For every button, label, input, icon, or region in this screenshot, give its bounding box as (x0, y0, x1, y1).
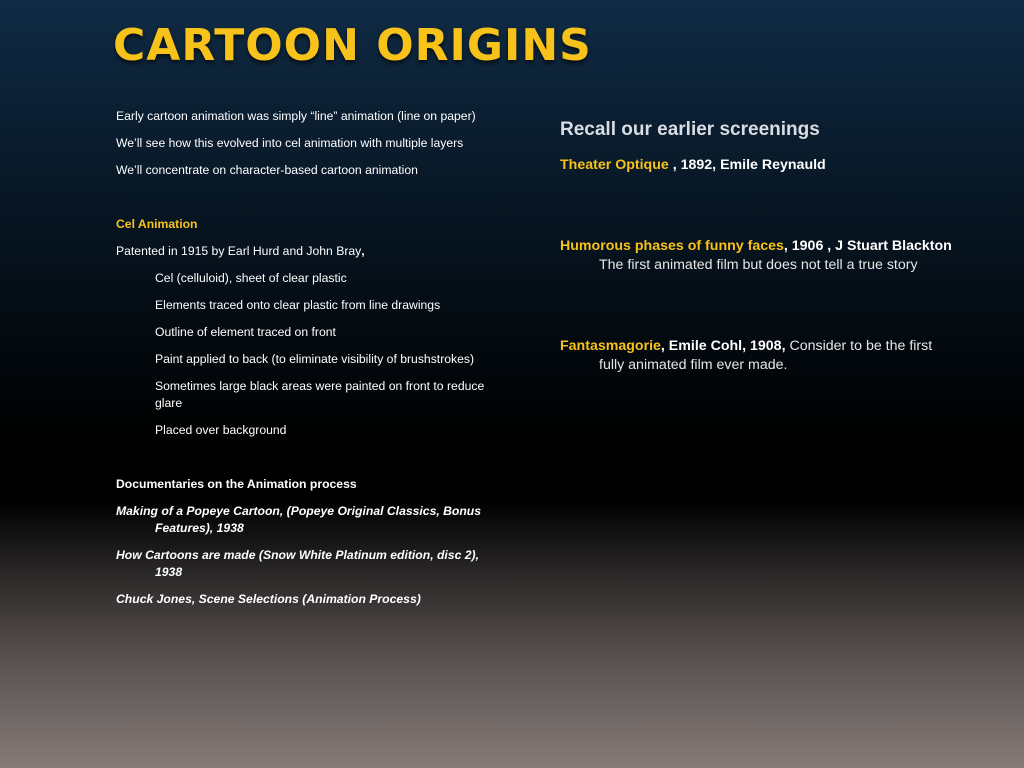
funny-faces-title: Humorous phases of funny faces (560, 238, 784, 254)
patent-comma: , (361, 244, 365, 258)
intro-line-2: We’ll see how this evolved into cel animation with multiple layers (116, 136, 464, 150)
documentary-2: How Cartoons are made (Snow White Platinum edition, disc 2), 1938 (116, 548, 479, 579)
cel-point-3: Outline of element traced on front (155, 325, 336, 339)
screening-item-2 (560, 237, 960, 275)
documentary-3: Chuck Jones, Scene Selections (Animation Process) (116, 592, 421, 606)
patent-line (116, 243, 502, 260)
intro-line-1: Early cartoon animation was simply “line” animation (line on paper) (116, 109, 476, 123)
screening-item-3 (560, 337, 960, 375)
cel-point-2: Elements traced onto clear plastic from line drawings (155, 298, 441, 312)
cel-point-1: Cel (celluloid), sheet of clear plastic (155, 271, 347, 285)
cel-point-6: Placed over background (155, 423, 287, 437)
right-column (560, 116, 960, 383)
screening-item-2-description: The first animated film but does not tell a true story (599, 257, 918, 273)
intro-line-3: We’ll concentrate on character-based cartoon animation (116, 163, 418, 177)
screening-item-1-detail: , 1892, Emile Reynauld (668, 157, 826, 173)
documentary-1: Making of a Popeye Cartoon, (Popeye Original Classics, Bonus Features), 1938 (116, 504, 482, 535)
left-column (116, 108, 502, 618)
screening-item-1 (560, 156, 960, 175)
patent-text: Patented in 1915 by Earl Hurd and John Bray (116, 244, 362, 258)
slide-title: CARTOON ORIGINS (113, 20, 592, 71)
fantasmagorie-title: Fantasmagorie (560, 338, 661, 354)
theater-optique-title: Theater Optique (560, 157, 669, 173)
cel-animation-heading: Cel Animation (116, 217, 198, 231)
screenings-heading: Recall our earlier screenings (560, 119, 820, 140)
documentaries-heading: Documentaries on the Animation process (116, 477, 357, 491)
cel-point-5: Sometimes large black areas were painted on front to reduce glare (155, 379, 485, 410)
screening-item-3-detail: , Emile Cohl, 1908, (660, 338, 786, 354)
screening-item-3-description: Consider to be the first fully animated film ever made. (599, 338, 933, 373)
screening-item-2-detail: , 1906 , J Stuart Blackton (783, 238, 952, 254)
cel-point-4: Paint applied to back (to eliminate visibility of brushstrokes) (155, 352, 475, 366)
